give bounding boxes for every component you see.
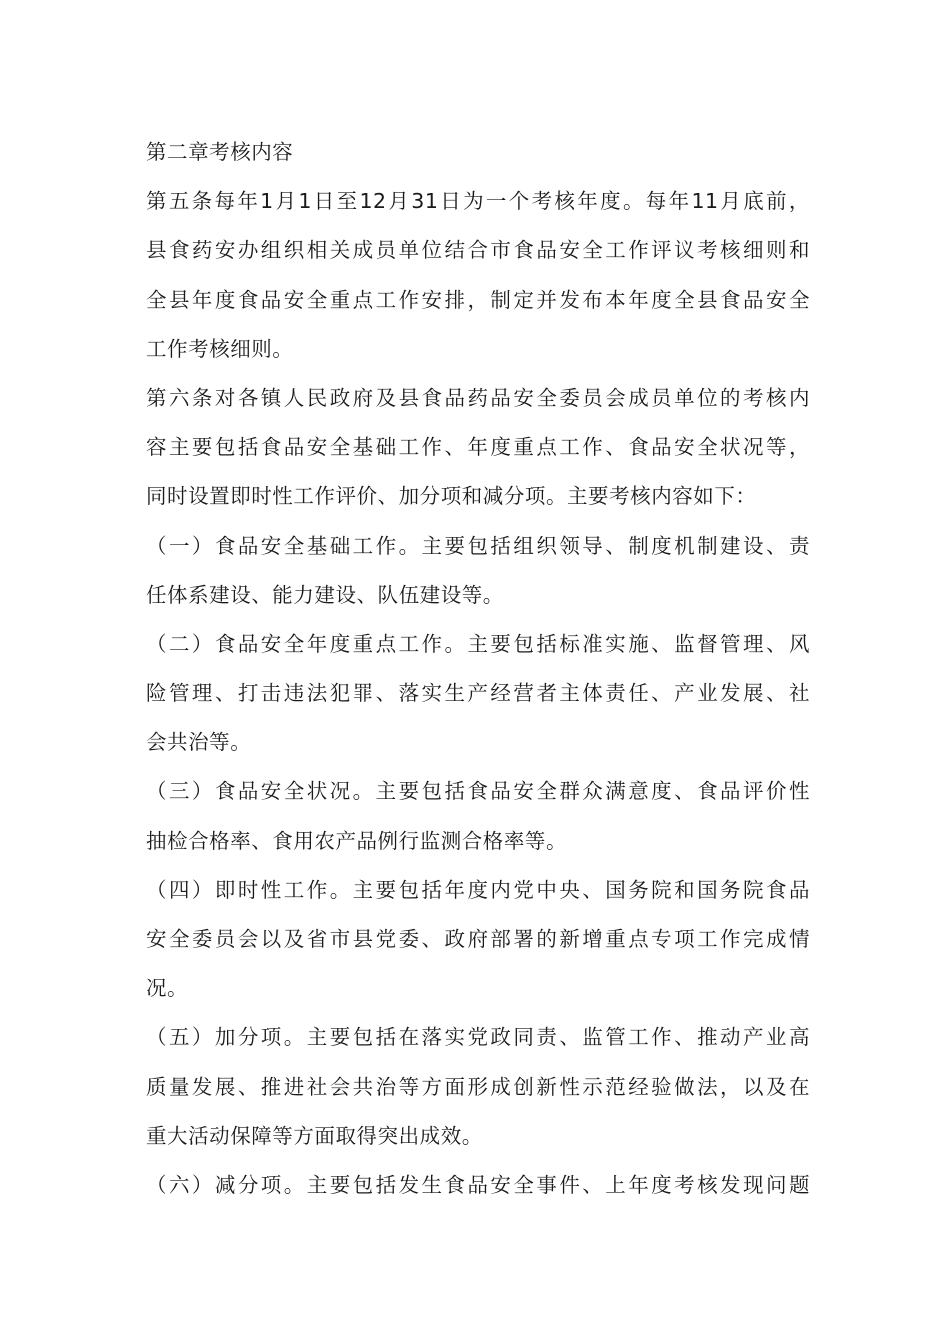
item-4-line-3: 况。 [146, 976, 189, 1001]
item-5-line-2: 质量发展、推进社会共治等方面形成创新性示范经验做法，以及在 [146, 1074, 810, 1099]
document-body [146, 128, 810, 1210]
article-5-line-1: 第五条每年1月1日至12月31日为一个考核年度。每年11月底前， [146, 189, 810, 214]
item-2-line-3: 会共治等。 [146, 730, 252, 755]
article-6-line-1: 第六条对各镇人民政府及县食品药品安全委员会成员单位的考核内 [146, 385, 810, 410]
item-5-line-3: 重大活动保障等方面取得突出成效。 [146, 1123, 483, 1148]
chapter-heading: 第二章考核内容 [146, 140, 294, 164]
item-1-line-1: （一）食品安全基础工作。主要包括组织领导、制度机制建设、责 [146, 533, 810, 558]
article-5-line-3: 全县年度食品安全重点工作安排，制定并发布本年度全县食品安全 [146, 287, 810, 312]
item-6-line-1: （六）减分项。主要包括发生食品安全事件、上年度考核发现问题 [146, 1172, 810, 1197]
article-6-line-2: 容主要包括食品安全基础工作、年度重点工作、食品安全状况等， [146, 435, 810, 460]
item-5-line-1: （五）加分项。主要包括在落实党政同责、监管工作、推动产业高 [146, 1025, 810, 1050]
article-5-line-2: 县食药安办组织相关成员单位结合市食品安全工作评议考核细则和 [146, 238, 810, 263]
article-6-line-3: 同时设置即时性工作评价、加分项和减分项。主要考核内容如下： [146, 484, 757, 509]
item-3-line-1: （三）食品安全状况。主要包括食品安全群众满意度、食品评价性 [146, 779, 810, 804]
item-4-line-2: 安全委员会以及省市县党委、政府部署的新增重点专项工作完成情 [146, 927, 810, 951]
article-5-line-4: 工作考核细则。 [146, 336, 294, 361]
item-1-line-2: 任体系建设、能力建设、队伍建设等。 [146, 582, 504, 607]
item-4-line-1: （四）即时性工作。主要包括年度内党中央、国务院和国务院食品 [146, 877, 810, 902]
item-3-line-2: 抽检合格率、食用农产品例行监测合格率等。 [146, 828, 567, 853]
item-2-line-2: 险管理、打击违法犯罪、落实生产经营者主体责任、产业发展、社 [146, 681, 810, 706]
item-2-line-1: （二）食品安全年度重点工作。主要包括标准实施、监督管理、风 [146, 631, 810, 656]
